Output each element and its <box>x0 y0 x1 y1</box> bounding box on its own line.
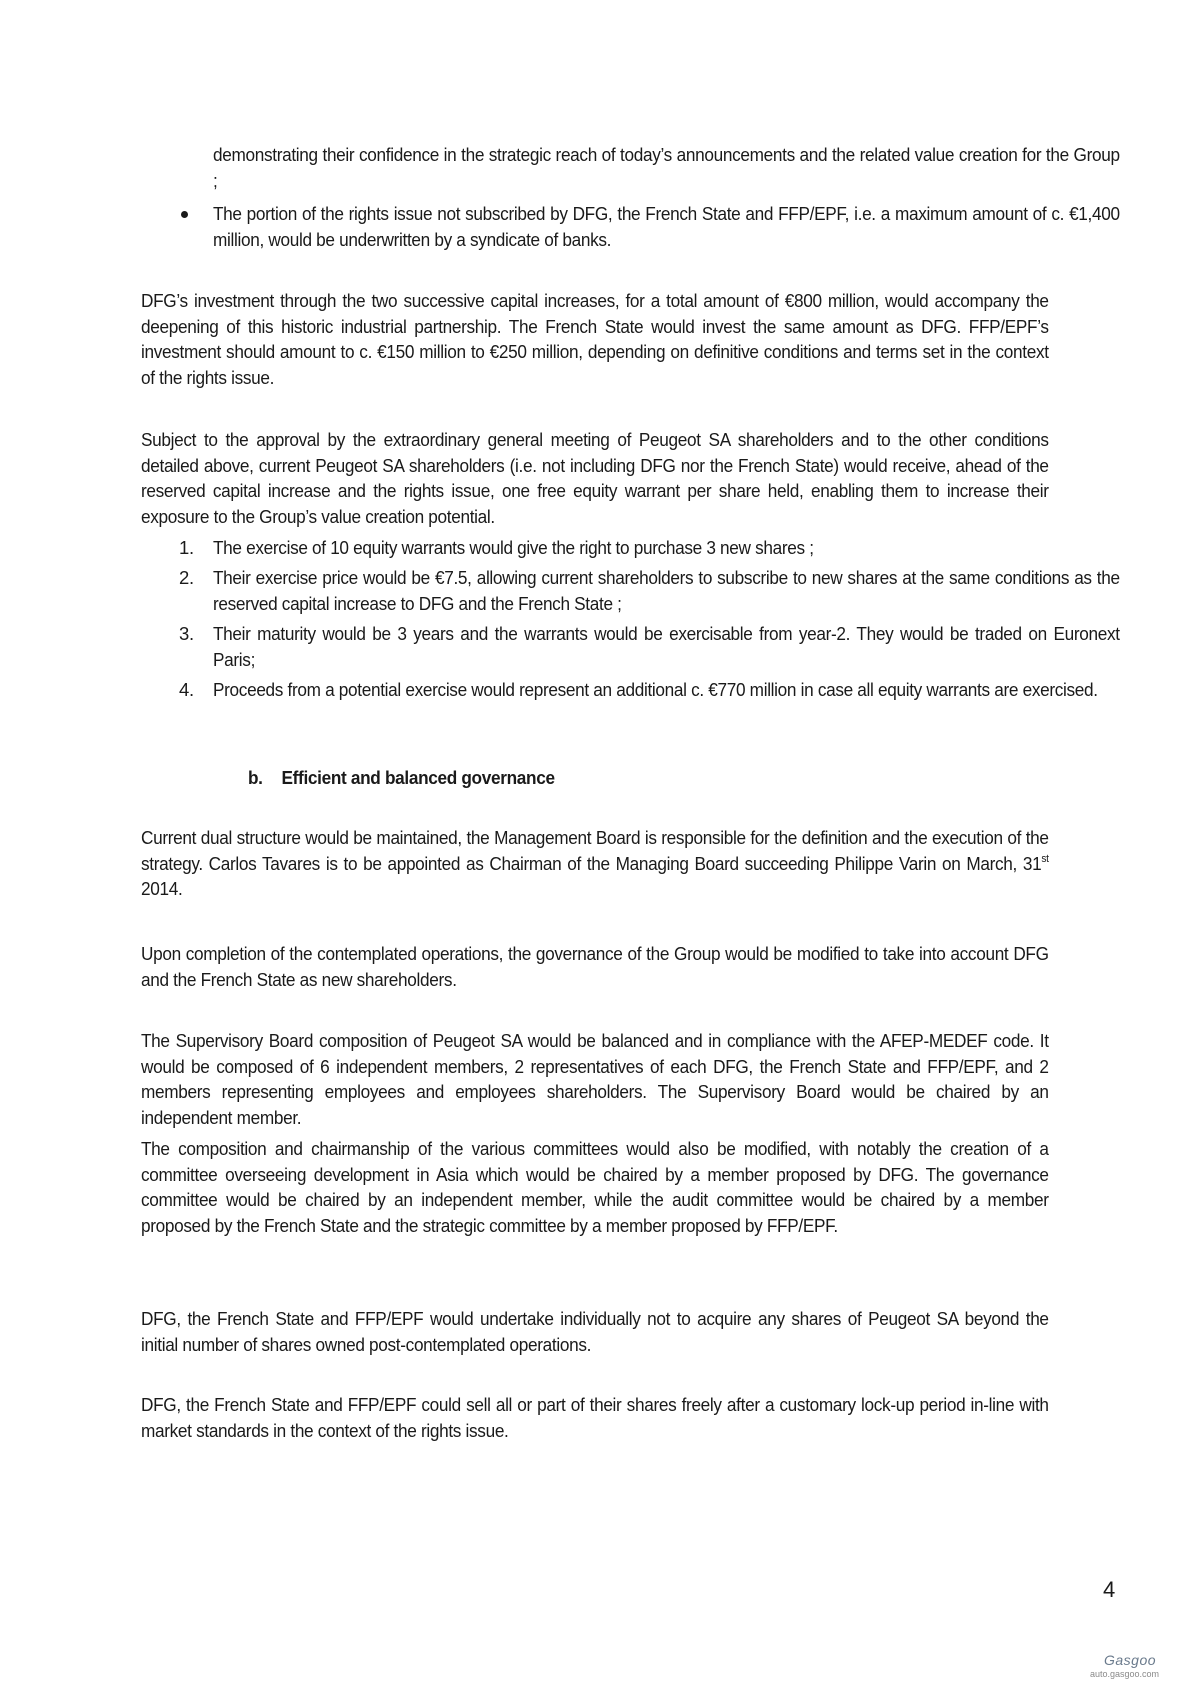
list-item-text: The exercise of 10 equity warrants would give the right to purchase 3 new shares ; <box>213 537 814 558</box>
watermark-logo: Gasgoo <box>1104 1652 1157 1668</box>
list-item-text: The portion of the rights issue not subscribed by DFG, the French State and FFP/EPF, i.e. a maximum amount of c. €1,400 million, would be underwritten by a syndicate of banks. <box>213 203 1120 250</box>
page-number: 4 <box>1103 1577 1116 1602</box>
paragraph-undertaking: DFG, the French State and FFP/EPF would undertake individually not to acquire any shares of Peugeot SA beyond the initial number of shares owned post-contemplated operations. <box>141 1308 1049 1355</box>
section-heading <box>248 765 555 791</box>
list-number: 3. <box>179 623 194 644</box>
section-number: b. <box>248 767 263 788</box>
numbered-list-item <box>141 621 1120 673</box>
numbered-list-item <box>141 535 1049 561</box>
paragraph-structure <box>141 825 1049 902</box>
list-item-continuation <box>141 142 1120 194</box>
list-item-text: Proceeds from a potential exercise would represent an additional c. €770 million in case all equity warrants are exercised. <box>213 679 1098 700</box>
paragraph-committees: The composition and chairmanship of the various committees would also be modified, with notably the creation of a committee overseeing development in Asia which would be chaired by a member proposed by DFG. The governance committee would be chaired by an independent member, while the audit committee would be chaired by a member proposed by the French State and the strategic committee by a member proposed by FFP/EPF. <box>141 1138 1049 1236</box>
paragraph-completion: Upon completion of the contemplated operations, the governance of the Group would be modified to take into account DFG and the French State as new shareholders. <box>141 943 1049 990</box>
section-title: Efficient and balanced governance <box>281 767 555 788</box>
list-number: 2. <box>179 567 194 588</box>
ordinal-suffix: st <box>1041 852 1049 865</box>
numbered-list-item <box>141 565 1120 617</box>
list-item-text: Their maturity would be 3 years and the warrants would be exercisable from year-2. They would be traded on Euronext Paris; <box>213 623 1120 670</box>
bullet-icon <box>181 211 188 218</box>
list-number: 4. <box>179 679 194 700</box>
paragraph-text: Current dual structure would be maintained, the Management Board is responsible for the definition and the execution of the strategy. Carlos Tavares is to be appointed as Chairman of the Managing Board succeeding Philippe Varin on March, 31 <box>141 827 1049 874</box>
paragraph-supervisory-board: The Supervisory Board composition of Peugeot SA would be balanced and in compliance with the AFEP-MEDEF code. It would be composed of 6 independent members, 2 representatives of each DFG, the French State and FFP/EPF, and 2 members representing employees and employees shareholders. The Supervisory Board would be chaired by an independent member. <box>141 1030 1049 1128</box>
paragraph-warrants: Subject to the approval by the extraordinary general meeting of Peugeot SA shareholders and to the other conditions detailed above, current Peugeot SA shareholders (i.e. not including DFG nor the French State) would receive, ahead of the reserved capital increase and the rights issue, one free equity warrant per share held, enabling them to increase their exposure to the Group’s value creation potential. <box>141 429 1049 527</box>
gasgoo-watermark <box>1090 1652 1186 1680</box>
numbered-list-item <box>141 677 1098 729</box>
list-number: 1. <box>179 537 194 558</box>
bullet-list-item <box>141 201 1120 253</box>
list-item-text: demonstrating their confidence in the strategic reach of today’s announcements and the related value creation for the Group ; <box>213 144 1120 191</box>
watermark-url: auto.gasgoo.com <box>1090 1669 1160 1679</box>
paragraph-investment: DFG’s investment through the two successive capital increases, for a total amount of €800 million, would accompany the deepening of this historic industrial partnership. The French State would invest the same amount as DFG. FFP/EPF’s investment should amount to c. €150 million to €250 million, depending on definitive conditions and terms set in the context of the rights issue. <box>141 290 1049 388</box>
paragraph-lockup: DFG, the French State and FFP/EPF could sell all or part of their shares freely after a customary lock-up period in-line with market standards in the context of the rights issue. <box>141 1394 1049 1441</box>
list-item-text: Their exercise price would be €7.5, allowing current shareholders to subscribe to new shares at the same conditions as the reserved capital increase to DFG and the French State ; <box>213 567 1120 614</box>
paragraph-text: 2014. <box>141 878 183 899</box>
